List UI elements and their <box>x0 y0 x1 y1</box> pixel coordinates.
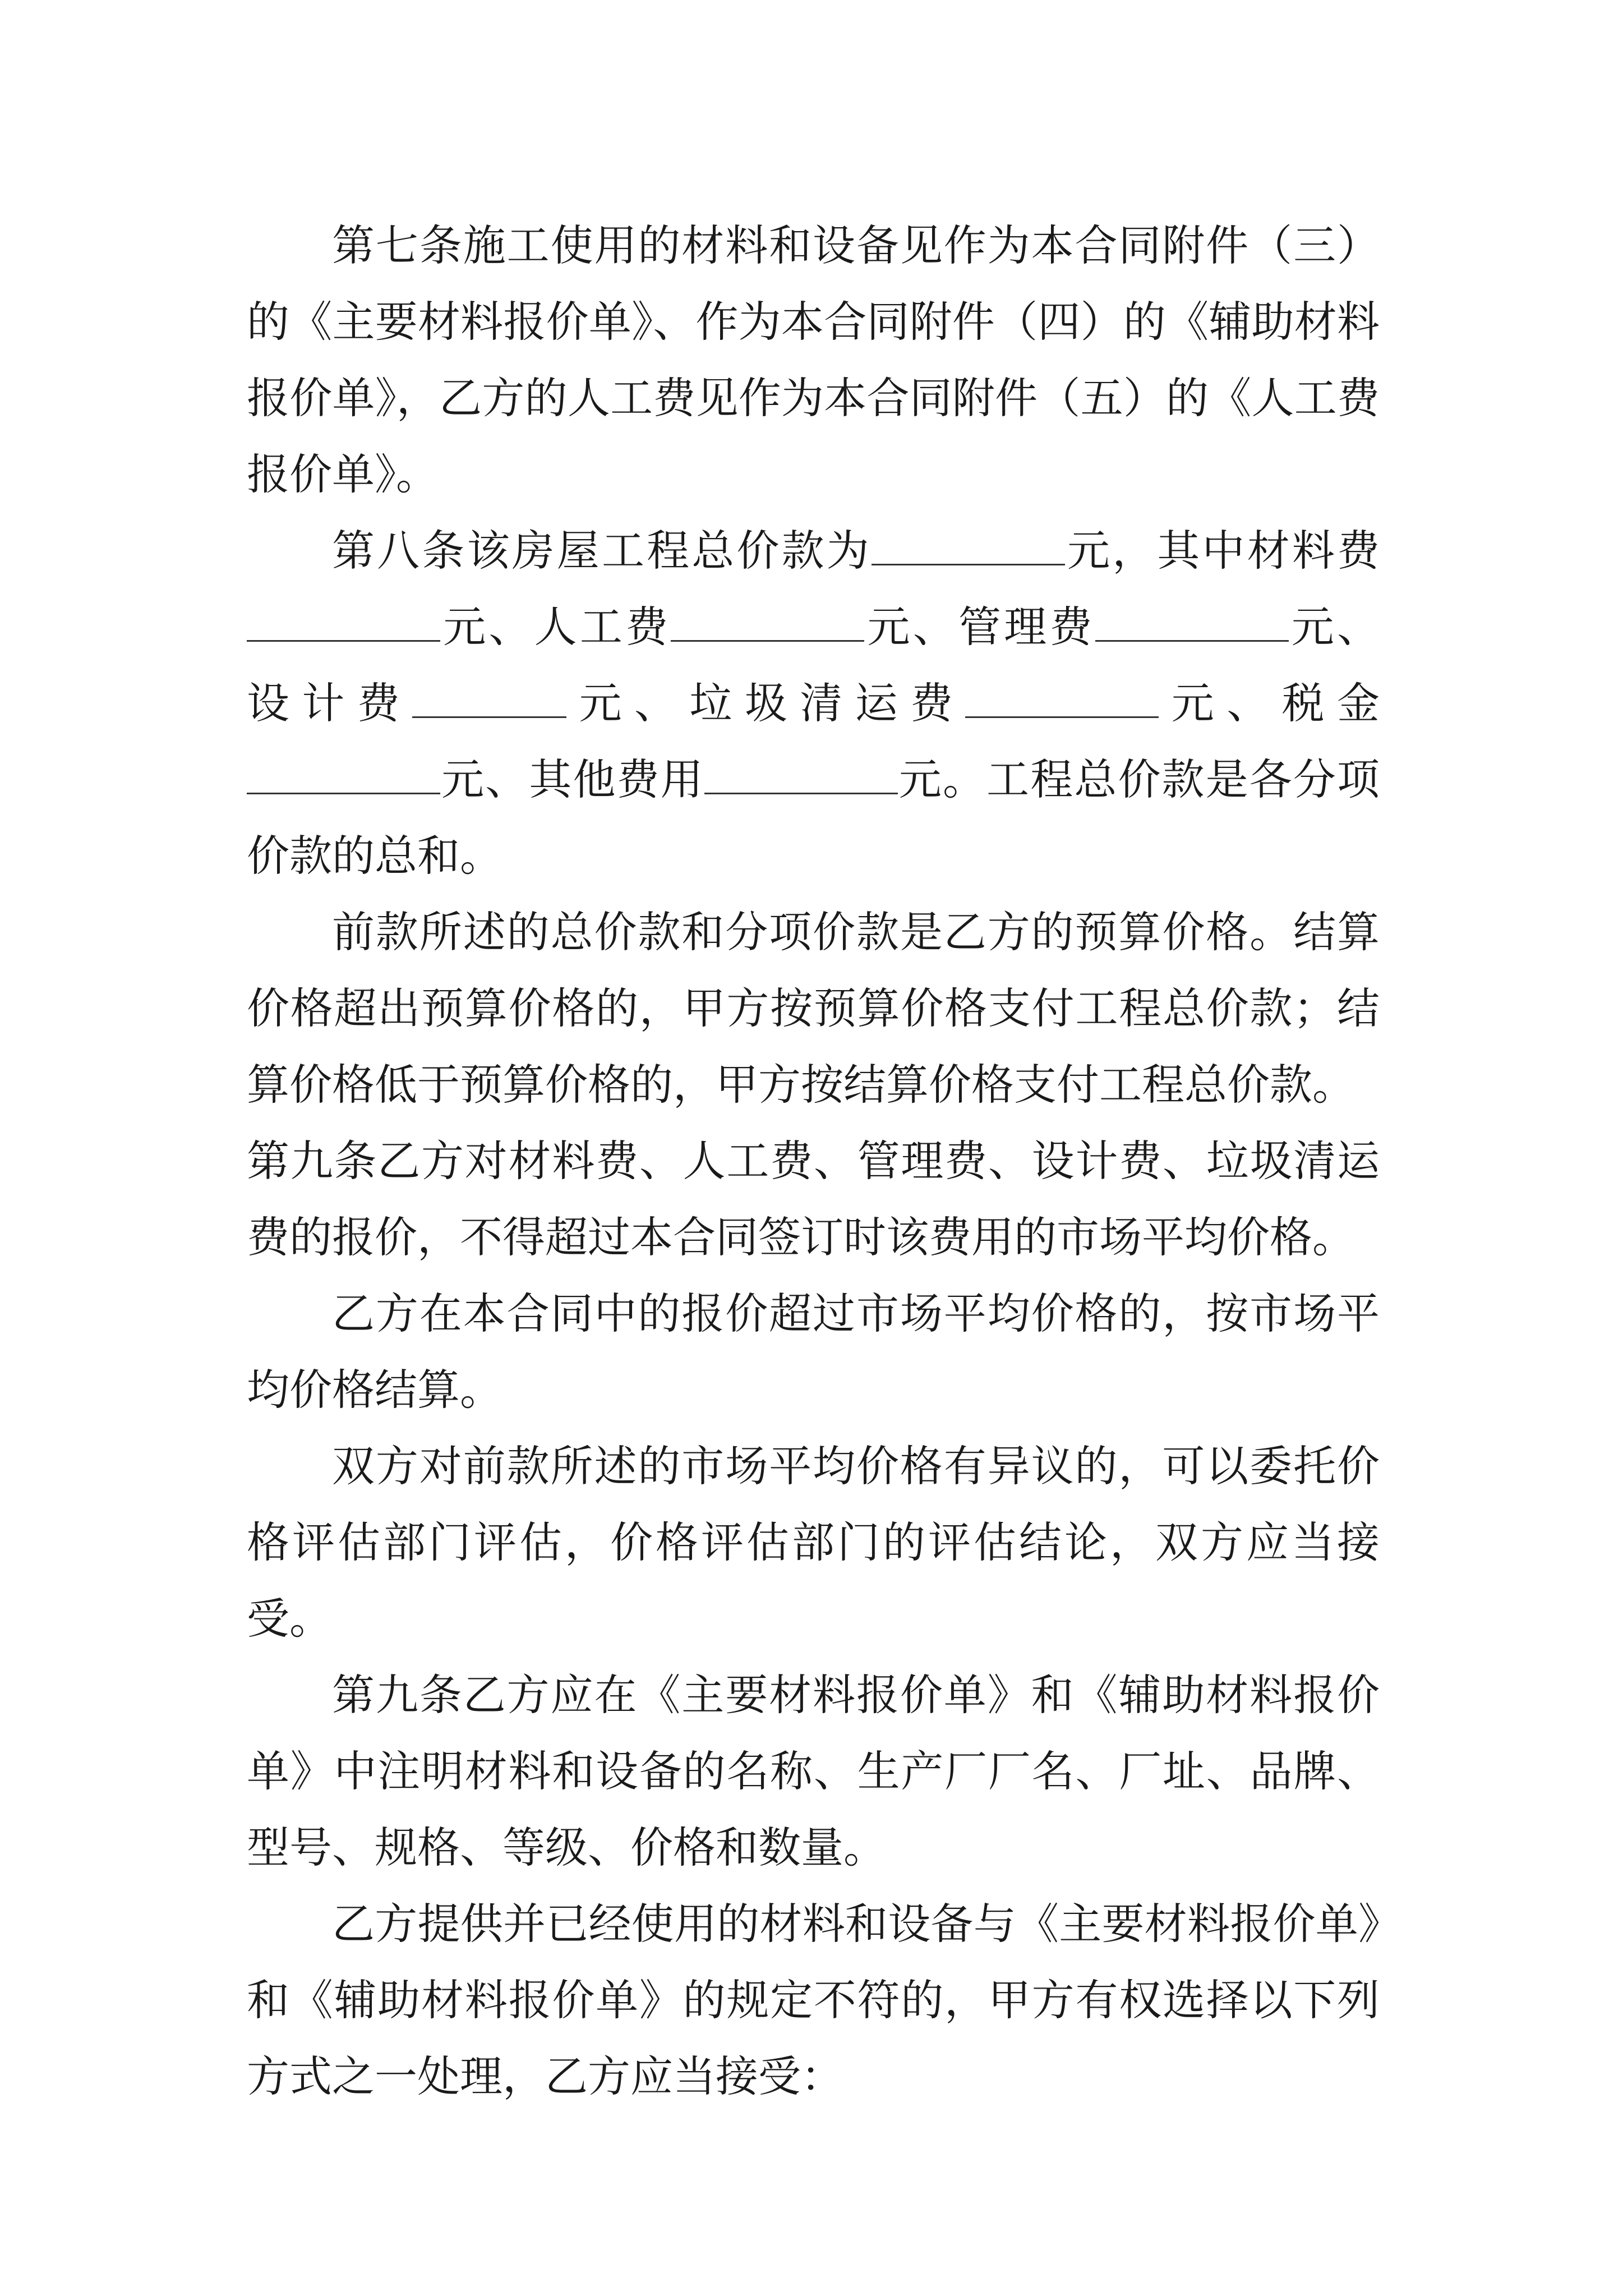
article-8-text-3: 元、人工费 <box>440 602 671 652</box>
material-fee-blank[interactable] <box>247 606 440 642</box>
article-8-text-8: 元、其他费用 <box>440 754 704 804</box>
design-fee-blank[interactable] <box>412 683 566 718</box>
market-price-paragraph: 乙方在本合同中的报价超过市场平均价格的，按市场平均价格结算。 <box>247 1289 1380 1415</box>
budget-price-paragraph: 前款所述的总价款和分项价款是乙方的预算价格。结算价格超出预算价格的，甲方按预算价格支付工程总价款；结算价格低于预算价格的，甲方按结算价格支付工程总价款。 <box>247 907 1380 1110</box>
article-8-text-4: 元、管理费 <box>864 602 1095 652</box>
other-fee-blank[interactable] <box>704 759 898 794</box>
article-8-text-9: 元。工程总价款是各分项价款的总和。 <box>247 754 1380 881</box>
dispute-paragraph: 双方对前款所述的市场平均价格有异议的，可以委托价格评估部门评估，价格评估部门的评估结论，双方应当接受。 <box>247 1441 1380 1644</box>
article-8-text-2: 元，其中材料费 <box>1064 526 1380 576</box>
article-8-text-1: 第八条该房屋工程总价款为 <box>332 526 872 576</box>
article-9-quote-paragraph: 第九条乙方对材料费、人工费、管理费、设计费、垃圾清运费的报价，不得超过本合同签订时该费用的市场平均价格。 <box>247 1136 1380 1262</box>
tax-blank[interactable] <box>247 759 440 794</box>
labor-fee-blank[interactable] <box>671 606 864 642</box>
article-8-text-6: 元、垃圾清运费 <box>566 678 966 728</box>
management-fee-blank[interactable] <box>1095 606 1289 642</box>
article-9-materials-paragraph: 第九条乙方应在《主要材料报价单》和《辅助材料报价单》中注明材料和设备的名称、生产厂厂名、厂址、品牌、型号、规格、等级、价格和数量。 <box>247 1670 1380 1872</box>
total-price-blank[interactable] <box>872 530 1065 565</box>
document-body <box>247 208 1380 2115</box>
article-8-text-5: 元、设计费 <box>247 602 1380 728</box>
article-7-paragraph: 第七条施工使用的材料和设备见作为本合同附件（三）的《主要材料报价单》、作为本合同附件（四）的《辅助材料报价单》，乙方的人工费见作为本合同附件（五）的《人工费报价单》。 <box>247 220 1380 499</box>
article-8-text-7: 元、税金 <box>1159 678 1380 728</box>
waste-removal-fee-blank[interactable] <box>965 683 1159 718</box>
article-8-price-paragraph <box>247 513 1380 894</box>
nonconforming-materials-paragraph: 乙方提供并已经使用的材料和设备与《主要材料报价单》和《辅助材料报价单》的规定不符的，甲方有权选择以下列方式之一处理，乙方应当接受： <box>247 1899 1380 2101</box>
